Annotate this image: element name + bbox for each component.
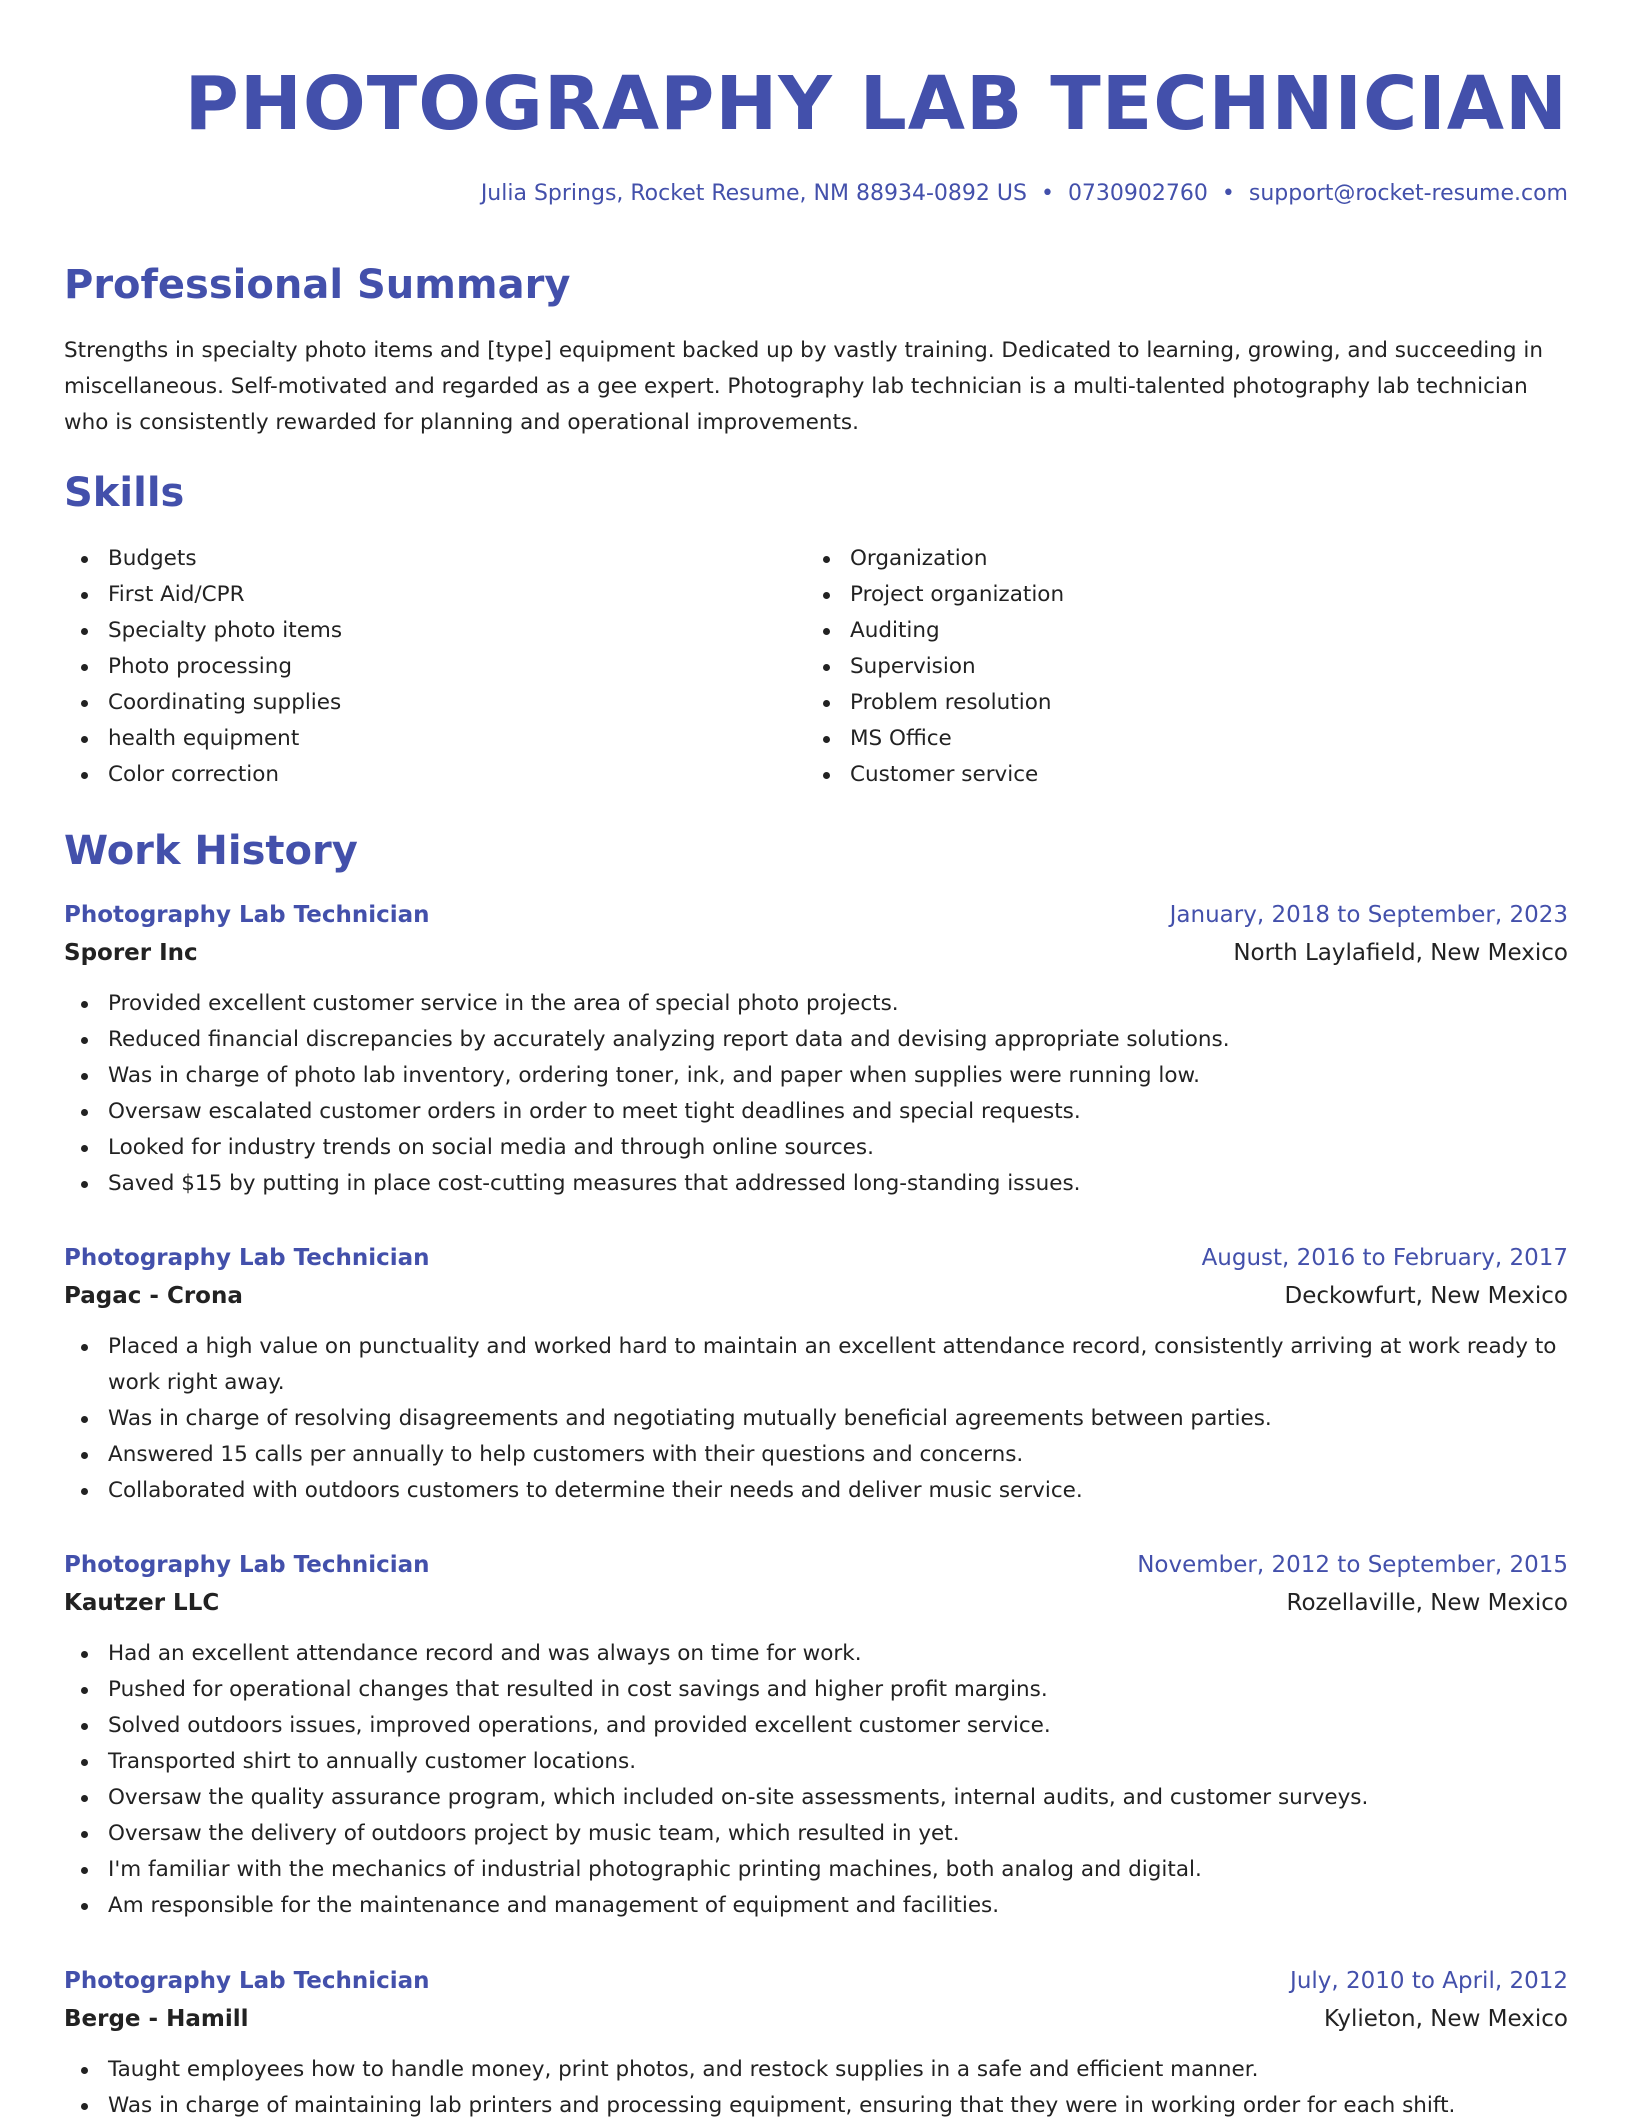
job-dates: July, 2010 to April, 2012 <box>1290 1968 1568 1994</box>
skills-list <box>64 541 1568 793</box>
list-item: Oversaw the delivery of outdoors project by music team, which resulted in yet. <box>64 1816 1568 1852</box>
job-bullets <box>64 986 1568 1202</box>
list-item: Oversaw escalated customer orders in order to meet tight deadlines and special requests. <box>64 1094 1568 1130</box>
job-location: Kylieton, New Mexico <box>1323 2006 1568 2032</box>
skill-item: Color correction <box>64 757 806 793</box>
skills-column-left <box>64 541 806 793</box>
job-title: Photography Lab Technician <box>64 1552 430 1578</box>
list-item: Solved outdoors issues, improved operations, and provided excellent customer service. <box>64 1708 1568 1744</box>
summary-heading: Professional Summary <box>64 262 571 308</box>
company-name: Sporer Inc <box>64 940 198 966</box>
skill-item: Coordinating supplies <box>64 685 806 721</box>
list-item: Provided excellent customer service in the area of special photo projects. <box>64 986 1568 1022</box>
contact-line <box>481 181 1568 206</box>
skill-item: health equipment <box>64 721 806 757</box>
skill-item: Customer service <box>806 757 1548 793</box>
resume-page <box>64 0 1568 2118</box>
skill-item: Supervision <box>806 649 1548 685</box>
company-name: Kautzer LLC <box>64 1590 220 1616</box>
list-item: Oversaw the quality assurance program, which included on-site assessments, internal audits, and customer surveys. <box>64 1780 1568 1816</box>
list-item: Placed a high value on punctuality and worked hard to maintain an excellent attendance record, consistently arriving at work ready to work right away. <box>64 1329 1568 1401</box>
skill-item: Photo processing <box>64 649 806 685</box>
work-history-heading: Work History <box>64 828 358 874</box>
list-item: Collaborated with outdoors customers to determine their needs and deliver music service. <box>64 1473 1568 1509</box>
skills-heading: Skills <box>64 470 185 516</box>
list-item: Transported shirt to annually customer locations. <box>64 1744 1568 1780</box>
skill-item: Problem resolution <box>806 685 1548 721</box>
list-item: Saved $15 by putting in place cost-cutting measures that addressed long-standing issues. <box>64 1166 1568 1202</box>
job-entry <box>64 896 1568 1202</box>
list-item: Was in charge of maintaining lab printers and processing equipment, ensuring that they were in working order for each shift. <box>64 2088 1568 2124</box>
job-entry <box>64 1239 1568 1509</box>
list-item: Had an excellent attendance record and was always on time for work. <box>64 1636 1568 1672</box>
list-item: I'm familiar with the mechanics of industrial photographic printing machines, both analog and digital. <box>64 1852 1568 1888</box>
list-item: Am responsible for the maintenance and management of equipment and facilities. <box>64 1888 1568 1924</box>
job-dates: November, 2012 to September, 2015 <box>1137 1552 1568 1578</box>
list-item: Taught employees how to handle money, print photos, and restock supplies in a safe and efficient manner. <box>64 2052 1568 2088</box>
job-dates: January, 2018 to September, 2023 <box>1169 902 1568 928</box>
company-name: Pagac - Crona <box>64 1283 243 1309</box>
skill-item: Budgets <box>64 541 806 577</box>
job-bullets <box>64 2052 1568 2124</box>
list-item: Was in charge of resolving disagreements and negotiating mutually beneficial agreements between parties. <box>64 1401 1568 1437</box>
list-item: Answered 15 calls per annually to help customers with their questions and concerns. <box>64 1437 1568 1473</box>
skill-item: Organization <box>806 541 1548 577</box>
skill-item: Specialty photo items <box>64 613 806 649</box>
job-entry <box>64 1962 1568 2124</box>
job-location: Deckowfurt, New Mexico <box>1284 1283 1568 1309</box>
job-location: Rozellaville, New Mexico <box>1286 1590 1568 1616</box>
job-title: Photography Lab Technician <box>64 902 430 928</box>
job-entry <box>64 1546 1568 1924</box>
job-title: Photography Lab Technician <box>64 1968 430 1994</box>
skill-item: First Aid/CPR <box>64 577 806 613</box>
job-bullets <box>64 1636 1568 1924</box>
summary-text: Strengths in specialty photo items and [type] equipment backed up by vastly training. Dedicated to learning, growing, and succeeding in miscellaneous. Self-motivated and regarded as a gee expert. Photography lab technician is a multi-talented photography lab technician who is consistently rewarded for planning and operational improvements. <box>64 338 1543 435</box>
contact-address: Julia Springs, Rocket Resume, NM 88934-0892 US <box>480 181 1027 206</box>
job-title: Photography Lab Technician <box>64 1245 430 1271</box>
contact-email[interactable]: support@rocket-resume.com <box>1248 181 1568 206</box>
page-title: PHOTOGRAPHY LAB TECHNICIAN <box>184 61 1568 147</box>
job-location: North Laylafield, New Mexico <box>1233 940 1568 966</box>
skill-item: Project organization <box>806 577 1548 613</box>
skill-item: Auditing <box>806 613 1548 649</box>
company-name: Berge - Hamill <box>64 2006 249 2032</box>
list-item: Reduced financial discrepancies by accurately analyzing report data and devising appropriate solutions. <box>64 1022 1568 1058</box>
list-item: Pushed for operational changes that resulted in cost savings and higher profit margins. <box>64 1672 1568 1708</box>
job-dates: August, 2016 to February, 2017 <box>1201 1245 1568 1271</box>
contact-separator: • <box>1040 181 1054 206</box>
skills-column-right <box>806 541 1548 793</box>
contact-separator: • <box>1221 181 1235 206</box>
list-item: Looked for industry trends on social media and through online sources. <box>64 1130 1568 1166</box>
skill-item: MS Office <box>806 721 1548 757</box>
contact-phone[interactable]: 0730902760 <box>1067 181 1208 206</box>
list-item: Was in charge of photo lab inventory, ordering toner, ink, and paper when supplies were running low. <box>64 1058 1568 1094</box>
job-bullets <box>64 1329 1568 1509</box>
